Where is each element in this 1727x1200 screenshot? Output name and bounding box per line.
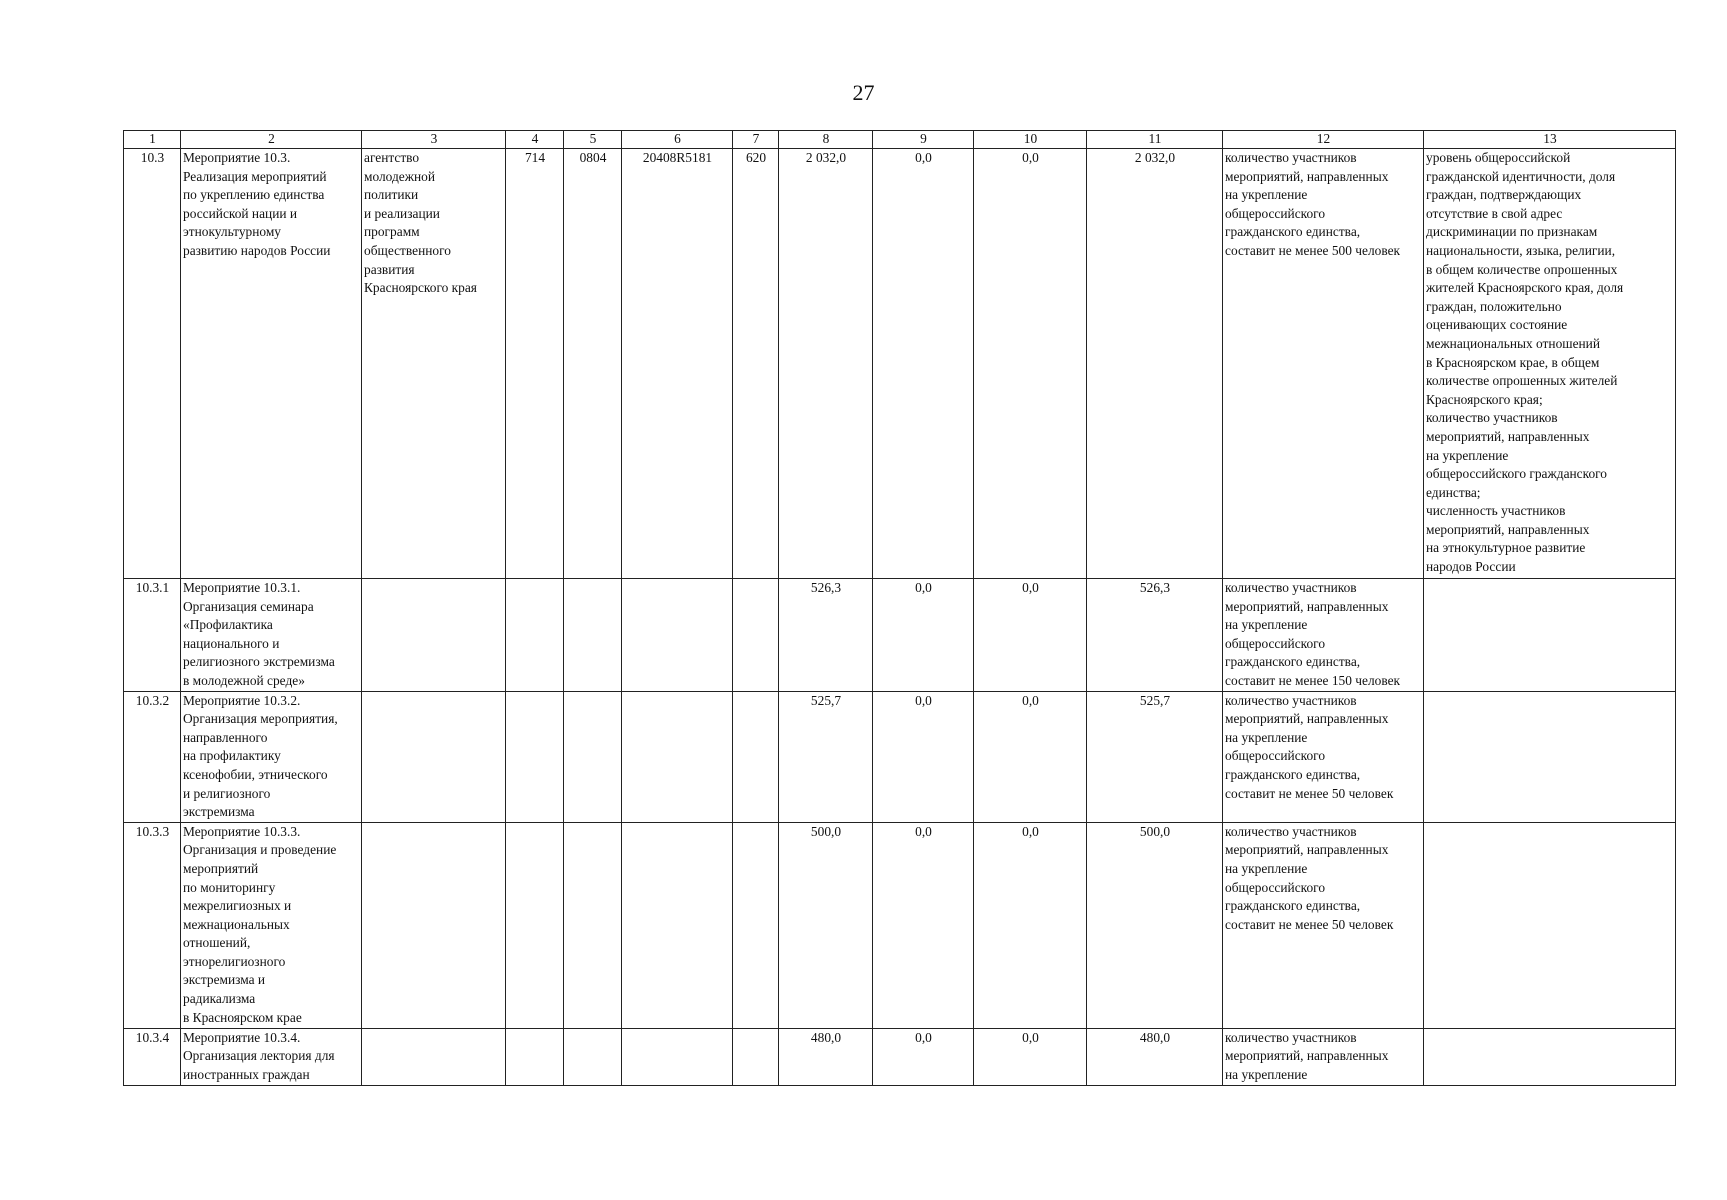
cell-col10: 0,0 xyxy=(974,1028,1087,1085)
cell-result: количество участников мероприятий, направленных на укрепление общероссийского гражданского единства, составит не менее 50 человек xyxy=(1223,691,1424,822)
header-row xyxy=(124,131,1676,149)
cell-col4: 714 xyxy=(506,149,564,579)
cell-col6 xyxy=(622,822,733,1028)
responsible-agency xyxy=(362,1028,506,1085)
col-header: 9 xyxy=(873,131,974,149)
cell-indicators: уровень общероссийской гражданской идентичности, доля граждан, подтверждающих отсутствие в свой адрес дискриминации по признакам национальности, языка, религии, в общем количестве опрошенных жителей Красноярского края, доля граждан, положительно оценивающих состояние межнациональных отношений в Красноярском крае, в общем количестве опрошенных жителей Красноярского края; количество участников мероприятий, направленных на укрепление общероссийского гражданского единства; численность участников мероприятий, направленных на этнокультурное развитие народов России xyxy=(1424,149,1676,579)
cell-result: количество участников мероприятий, направленных на укрепление общероссийского гражданского единства, составит не менее 150 человек xyxy=(1223,579,1424,692)
row-id: 10.3.3 xyxy=(124,822,181,1028)
cell-col6: 20408R5181 xyxy=(622,149,733,579)
cell-col8: 2 032,0 xyxy=(779,149,873,579)
table-row xyxy=(124,822,1676,1028)
cell-col5 xyxy=(564,1028,622,1085)
cell-col10: 0,0 xyxy=(974,691,1087,822)
activity-name: Мероприятие 10.3.4. Организация лектория для иностранных граждан xyxy=(181,1028,362,1085)
col-header: 3 xyxy=(362,131,506,149)
activity-name: Мероприятие 10.3.2. Организация мероприятия, направленного на профилактику ксенофобии, этнического и религиозного экстремизма xyxy=(181,691,362,822)
cell-result: количество участников мероприятий, направленных на укрепление общероссийского гражданского единства, составит не менее 500 человек xyxy=(1223,149,1424,579)
cell-col6 xyxy=(622,1028,733,1085)
cell-col5 xyxy=(564,691,622,822)
cell-col8: 525,7 xyxy=(779,691,873,822)
responsible-agency: агентство молодежной политики и реализации программ общественного развития Красноярского края xyxy=(362,149,506,579)
cell-col4 xyxy=(506,1028,564,1085)
cell-col11: 526,3 xyxy=(1087,579,1223,692)
row-id: 10.3.4 xyxy=(124,1028,181,1085)
cell-col8: 526,3 xyxy=(779,579,873,692)
cell-col10: 0,0 xyxy=(974,822,1087,1028)
cell-result: количество участников мероприятий, направленных на укрепление общероссийского гражданского единства, составит не менее 50 человек xyxy=(1223,822,1424,1028)
row-id: 10.3.1 xyxy=(124,579,181,692)
cell-result: количество участников мероприятий, направленных на укрепление xyxy=(1223,1028,1424,1085)
program-activities-table xyxy=(123,130,1676,1086)
col-header: 8 xyxy=(779,131,873,149)
cell-col9: 0,0 xyxy=(873,691,974,822)
col-header: 4 xyxy=(506,131,564,149)
page-number: 27 xyxy=(852,80,875,105)
table-row xyxy=(124,1028,1676,1085)
cell-indicators xyxy=(1424,1028,1676,1085)
cell-col7 xyxy=(733,1028,779,1085)
cell-col8: 500,0 xyxy=(779,822,873,1028)
cell-col9: 0,0 xyxy=(873,579,974,692)
cell-col5 xyxy=(564,822,622,1028)
cell-col10: 0,0 xyxy=(974,149,1087,579)
col-header: 2 xyxy=(181,131,362,149)
cell-col7: 620 xyxy=(733,149,779,579)
cell-indicators xyxy=(1424,822,1676,1028)
cell-col7 xyxy=(733,691,779,822)
cell-col6 xyxy=(622,579,733,692)
col-header: 10 xyxy=(974,131,1087,149)
cell-col11: 480,0 xyxy=(1087,1028,1223,1085)
col-header: 6 xyxy=(622,131,733,149)
cell-col9: 0,0 xyxy=(873,149,974,579)
cell-indicators xyxy=(1424,579,1676,692)
cell-col7 xyxy=(733,822,779,1028)
cell-col10: 0,0 xyxy=(974,579,1087,692)
cell-col11: 2 032,0 xyxy=(1087,149,1223,579)
col-header: 5 xyxy=(564,131,622,149)
cell-col11: 525,7 xyxy=(1087,691,1223,822)
responsible-agency xyxy=(362,579,506,692)
col-header: 13 xyxy=(1424,131,1676,149)
cell-col11: 500,0 xyxy=(1087,822,1223,1028)
row-id: 10.3 xyxy=(124,149,181,579)
cell-col6 xyxy=(622,691,733,822)
responsible-agency xyxy=(362,691,506,822)
col-header: 1 xyxy=(124,131,181,149)
cell-col4 xyxy=(506,691,564,822)
table-row xyxy=(124,691,1676,822)
col-header: 12 xyxy=(1223,131,1424,149)
cell-col7 xyxy=(733,579,779,692)
activity-name: Мероприятие 10.3. Реализация мероприятий по укреплению единства российской нации и этнокультурному развитию народов России xyxy=(181,149,362,579)
cell-col9: 0,0 xyxy=(873,822,974,1028)
cell-col4 xyxy=(506,579,564,692)
col-header: 11 xyxy=(1087,131,1223,149)
activity-name: Мероприятие 10.3.1. Организация семинара «Профилактика национального и религиозного экстремизма в молодежной среде» xyxy=(181,579,362,692)
cell-col8: 480,0 xyxy=(779,1028,873,1085)
cell-indicators xyxy=(1424,691,1676,822)
table-row xyxy=(124,149,1676,579)
cell-col9: 0,0 xyxy=(873,1028,974,1085)
cell-col5: 0804 xyxy=(564,149,622,579)
col-header: 7 xyxy=(733,131,779,149)
row-id: 10.3.2 xyxy=(124,691,181,822)
table-row xyxy=(124,579,1676,692)
activity-name: Мероприятие 10.3.3. Организация и проведение мероприятий по мониторингу межрелигиозных и межнациональных отношений, этнорелигиозного экстремизма и радикализма в Красноярском крае xyxy=(181,822,362,1028)
cell-col4 xyxy=(506,822,564,1028)
responsible-agency xyxy=(362,822,506,1028)
cell-col5 xyxy=(564,579,622,692)
